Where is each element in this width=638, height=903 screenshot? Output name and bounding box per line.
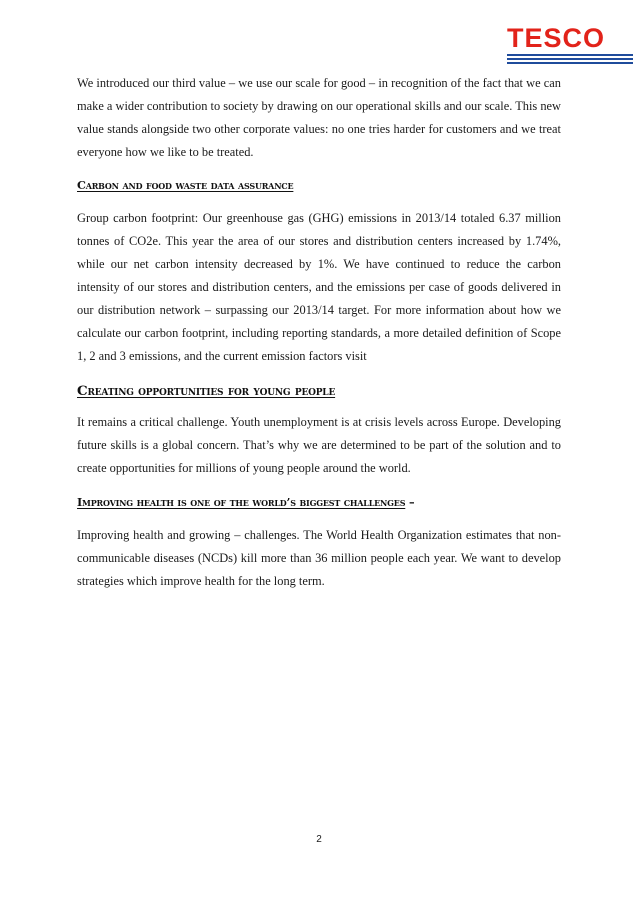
- health-heading-text: Improving health is one of the world’s biggest challenges: [77, 495, 406, 509]
- youth-heading-text: Creating opportunities for young people: [77, 383, 336, 399]
- health-heading-suffix: –: [405, 495, 415, 509]
- carbon-heading: [77, 175, 561, 195]
- logo-stripes: [507, 54, 633, 64]
- youth-heading: [77, 380, 561, 402]
- health-paragraph: Improving health and growing – challenges. The World Health Organization estimates that non-communicable diseases (NCDs) kill more than 36 million people each year. We want to develop strategies which improve health for the long term.: [77, 528, 561, 588]
- carbon-heading-text: Carbon and food waste data assurance: [77, 178, 294, 192]
- page-number: 2: [316, 834, 322, 845]
- tesco-logo: [507, 25, 633, 61]
- intro-paragraph: We introduced our third value – we use our scale for good – in recognition of the fact that we can make a wider contribution to society by drawing on our operational skills and our scale. This new value stands alongside two other corporate values: no one tries harder for customers and we treat everyone how we like to be treated.: [77, 76, 561, 159]
- health-heading: [77, 492, 561, 512]
- logo-text: TESCO: [507, 23, 606, 53]
- document-body: [77, 72, 561, 593]
- carbon-paragraph: Group carbon footprint: Our greenhouse gas (GHG) emissions in 2013/14 totaled 6.37 million tonnes of CO2e. This year the area of our stores and distribution centers increased by 1.74%, while our net carbon intensity decreased by 1%. We have continued to reduce the carbon intensity of our stores and distribution centers, and the emissions per case of goods delivered in our distribution network – surpassing our 2013/14 target. For more information about how we calculate our carbon footprint, including reporting standards, a more detailed definition of Scope 1, 2 and 3 emissions, and the current emission factors visit: [77, 211, 561, 363]
- youth-paragraph: It remains a critical challenge. Youth unemployment is at crisis levels across Europe. Developing future skills is a global concern. That’s why we are determined to be part of the solution and to create opportunities for millions of young people around the world.: [77, 415, 561, 475]
